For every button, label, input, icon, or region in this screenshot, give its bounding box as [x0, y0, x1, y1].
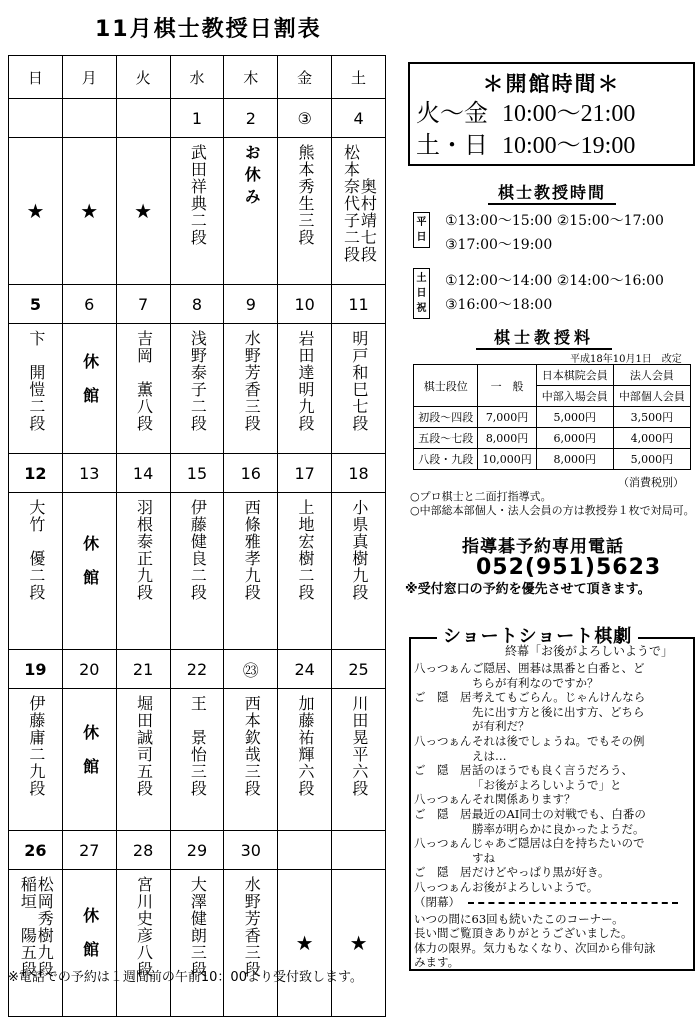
- date-cell: 10: [278, 285, 332, 324]
- dialogue-line: [414, 880, 598, 895]
- entry-cell: [332, 324, 386, 454]
- fee-cell: 5,000円: [613, 449, 690, 470]
- teacher-name: 熊本秀生三段: [296, 144, 316, 246]
- entry-cell: [116, 493, 170, 650]
- fee-note: ○中部総本部個人・法人会員の方は教授券１枚で対局可。: [410, 504, 695, 517]
- entry-cell: [278, 138, 332, 285]
- fee-table: [413, 364, 691, 470]
- phone-number[interactable]: 052(951)5623: [476, 555, 662, 580]
- dialogue-line: [414, 763, 633, 778]
- line-text: が有利だ？: [472, 719, 530, 734]
- phone-title: 指導碁予約専用電話: [462, 537, 624, 557]
- teaching-hours-title: 棋士教授時間: [488, 180, 616, 205]
- entry-cell: [9, 689, 63, 831]
- date-cell: 7: [116, 285, 170, 324]
- date-cell: 14: [116, 454, 170, 493]
- dialogue-line: [414, 749, 507, 764]
- dialogue-line: [414, 661, 645, 676]
- entry-row: [9, 870, 386, 1017]
- weekday-cell: 火: [116, 56, 170, 99]
- epilogue-line: 体力の限界。気力もなくなり、次回から俳句詠: [414, 940, 656, 955]
- entry-cell: [224, 138, 278, 285]
- star-mark: ★: [134, 199, 153, 223]
- drama-subtitle: 終幕「お後がよろしいようで」: [505, 644, 674, 658]
- date-cell: 22: [170, 650, 224, 689]
- date-cell: ③: [278, 99, 332, 138]
- teacher-name: 羽根泰正九段: [134, 499, 154, 601]
- opening-hours-box: [408, 62, 695, 166]
- entry-cell: [9, 870, 63, 1017]
- weekday-cell: 水: [170, 56, 224, 99]
- teacher-name: 明戸和巳七段: [349, 330, 369, 432]
- star-mark: ★: [295, 931, 314, 955]
- teacher-name: 岩田達明九段: [296, 330, 316, 432]
- fee-cell: 3,500円: [613, 407, 690, 428]
- teacher-name: 上地宏樹二段: [296, 499, 316, 601]
- dialogue-line: [414, 836, 645, 851]
- teacher-name: 伊藤健良二段: [188, 499, 208, 601]
- dialogue-line: [414, 807, 646, 822]
- fee-note: ○プロ棋士と二面打指導式。: [410, 490, 552, 503]
- speaker: 八っつぁん: [414, 792, 472, 807]
- entry-cell: [224, 324, 278, 454]
- date-cell: [278, 831, 332, 870]
- date-cell: [332, 831, 386, 870]
- dialogue-line: [414, 734, 645, 749]
- date-cell: 28: [116, 831, 170, 870]
- reservation-footnote: ※電話での予約は１週間前の午前10：00より受付致します。: [8, 970, 363, 985]
- epilogue-line: みます。: [414, 955, 460, 970]
- entry-cell: [170, 138, 224, 285]
- weekday-header-row: [9, 56, 386, 99]
- speaker: ご 隠 居: [414, 763, 472, 778]
- weekday-cell: 日: [9, 56, 63, 99]
- holiday-slot-line: ③16:00〜18:00: [445, 297, 553, 313]
- star-mark: ★: [349, 931, 368, 955]
- entry-cell: [9, 138, 63, 285]
- date-row: [9, 831, 386, 870]
- hours-time: 10:00〜21:00: [502, 101, 636, 127]
- line-text: えは…: [472, 748, 507, 763]
- fee-header: 棋士段位: [414, 365, 478, 407]
- epilogue-line: いつの間に63回も続いたこのコーナー。: [414, 911, 624, 926]
- entry-cell: [332, 689, 386, 831]
- entry-cell: [170, 324, 224, 454]
- closed-label: 休館: [80, 723, 100, 792]
- date-cell: 2: [224, 99, 278, 138]
- date-cell: 20: [62, 650, 116, 689]
- dialogue-line: [414, 676, 599, 691]
- fee-cell: 10,000円: [478, 449, 536, 470]
- line-text: 先に出す方と後に出す方、どちら: [472, 704, 645, 719]
- date-cell: 19: [9, 650, 63, 689]
- line-text: 最近のAI同士の対戦でも、白番の: [472, 807, 646, 821]
- hours-time: 10:00〜19:00: [502, 133, 636, 159]
- line-text: 「お後がよろしいようで」と: [472, 777, 622, 792]
- entry-cell: [278, 870, 332, 1017]
- line-text: 勝率が明らかに良かったようだ。: [472, 821, 645, 836]
- entry-row: [9, 324, 386, 454]
- teacher-name: 西本欽哉三段: [242, 695, 262, 797]
- fee-cell: 8,000円: [478, 428, 536, 449]
- line-text: ちらが有利なのですか？: [472, 675, 599, 690]
- epilogue-line: 長い間ご覧頂きありがとうございました。: [414, 926, 633, 941]
- date-cell: [9, 99, 63, 138]
- fee-cell: 8,000円: [536, 449, 613, 470]
- closing-label: [414, 895, 678, 910]
- date-cell: ㉓: [224, 650, 278, 689]
- entry-cell: [9, 493, 63, 650]
- drama-title: ショートショート棋劇: [437, 622, 638, 648]
- fee-title: 棋士教授料: [476, 325, 612, 350]
- fee-cell: 5,000円: [536, 407, 613, 428]
- date-cell: 4: [332, 99, 386, 138]
- entry-cell: [170, 493, 224, 650]
- date-cell: 21: [116, 650, 170, 689]
- opening-hours-title: ＊開館時間＊: [482, 72, 621, 96]
- teacher-name: 水野芳香三段: [242, 330, 262, 432]
- weekday-cell: 金: [278, 56, 332, 99]
- weekday-cell: 土: [332, 56, 386, 99]
- entry-cell: [116, 138, 170, 285]
- speaker: 八っつぁん: [414, 836, 472, 851]
- entry-cell: [278, 493, 332, 650]
- speaker: ご 隠 居: [414, 807, 472, 821]
- weekday-slot-line: ①13:00〜15:00 ②15:00〜17:00: [445, 213, 664, 229]
- entry-row: [9, 689, 386, 831]
- opening-hours-row: [416, 130, 693, 162]
- entry-cell: [224, 689, 278, 831]
- entry-row: [9, 493, 386, 650]
- entry-cell: [278, 324, 332, 454]
- closed-label: 休館: [80, 535, 100, 603]
- holiday-label: お休み: [242, 144, 262, 210]
- date-cell: 25: [332, 650, 386, 689]
- date-cell: 24: [278, 650, 332, 689]
- fee-cell: 4,000円: [613, 428, 690, 449]
- date-cell: 29: [170, 831, 224, 870]
- weekday-cell: 木: [224, 56, 278, 99]
- date-row: [9, 650, 386, 689]
- entry-cell: [9, 324, 63, 454]
- dialogue-line: [414, 719, 530, 734]
- entry-cell: [62, 138, 116, 285]
- star-mark: ★: [80, 199, 99, 223]
- date-cell: 9: [224, 285, 278, 324]
- entry-cell: [332, 138, 386, 285]
- dialogue-line: [414, 865, 610, 880]
- entry-cell: [278, 689, 332, 831]
- teacher-name: 宮川史彦八段: [134, 876, 154, 978]
- speaker: ご 隠 居: [414, 865, 472, 880]
- line-text: じゃあご隠居は白を持ちたいので: [472, 836, 645, 851]
- tax-note: （消費税別）: [618, 476, 684, 489]
- teacher-name: 加藤祐輝六段: [296, 695, 316, 797]
- hours-days: 土・日: [416, 133, 488, 159]
- date-row: [9, 285, 386, 324]
- fee-header: 一 般: [478, 365, 536, 407]
- fee-row: [414, 407, 691, 428]
- date-cell: 16: [224, 454, 278, 493]
- entry-row: [9, 138, 386, 285]
- speaker: 八っつぁん: [414, 880, 472, 894]
- line-text: ご隠居、囲碁は黒番と白番と、ど: [472, 661, 645, 675]
- dialogue-line: [414, 851, 495, 866]
- fee-row: [414, 449, 691, 470]
- date-cell: 15: [170, 454, 224, 493]
- line-text: お後がよろしいようで。: [472, 880, 599, 894]
- fee-header: 中部入場会員: [536, 386, 613, 407]
- date-cell: 5: [9, 285, 63, 324]
- teacher-name: 松岡秀樹九段: [35, 876, 55, 978]
- date-cell: 27: [62, 831, 116, 870]
- fee-cell: 6,000円: [536, 428, 613, 449]
- teacher-name: 王 景怡三段: [188, 695, 208, 797]
- date-cell: 13: [62, 454, 116, 493]
- dialogue-line: [414, 705, 645, 720]
- speaker: 八っつぁん: [414, 661, 472, 675]
- speaker: ご 隠 居: [414, 690, 472, 705]
- weekday-label-box: 平日: [413, 212, 430, 248]
- date-cell: 1: [170, 99, 224, 138]
- teacher-name: 奥村靖七段: [358, 178, 378, 263]
- closing-rule: [468, 902, 678, 904]
- entry-cell: [62, 870, 116, 1017]
- fee-cell: 八段・九段: [414, 449, 478, 470]
- speaker: 八っつぁん: [414, 734, 472, 748]
- date-row: [9, 99, 386, 138]
- teacher-name: 堀田誠司五段: [134, 695, 154, 797]
- fee-cell: 五段〜七段: [414, 428, 478, 449]
- entry-cell: [116, 324, 170, 454]
- teacher-name: 卞 開愷二段: [26, 330, 46, 432]
- date-cell: [116, 99, 170, 138]
- closed-label: 休館: [80, 907, 100, 975]
- fee-header: 中部個人会員: [613, 386, 690, 407]
- teacher-name: 大澤健朗三段: [188, 876, 208, 978]
- entry-cell: [62, 324, 116, 454]
- teacher-name: 伊藤庸二九段: [26, 695, 46, 797]
- page-title: 11月棋士教授日割表: [95, 17, 322, 42]
- line-text: 考えてもごらん。じゃんけんなら: [472, 690, 646, 705]
- teacher-name: 浅野泰子二段: [188, 330, 208, 432]
- teacher-name: 小県真樹九段: [349, 499, 369, 601]
- teacher-name: 吉岡 薫八段: [134, 330, 154, 432]
- calendar-table: [8, 55, 386, 1017]
- entry-cell: [224, 493, 278, 650]
- entry-cell: [116, 689, 170, 831]
- entry-cell: [62, 689, 116, 831]
- teacher-name: 川田晃平六段: [349, 695, 369, 797]
- line-text: だけどやっぱり黒が好き。: [472, 865, 610, 880]
- fee-header: 法人会員: [613, 365, 690, 386]
- teacher-name: 松本奈代子二段: [341, 144, 361, 263]
- date-row: [9, 454, 386, 493]
- dialogue-line: [414, 822, 645, 837]
- date-cell: 26: [9, 831, 63, 870]
- opening-hours-row: [416, 98, 693, 130]
- phone-note: ※受付窓口の予約を優先させて頂きます。: [405, 582, 651, 597]
- holiday-slot-line: ①12:00〜14:00 ②14:00〜16:00: [445, 273, 664, 289]
- teacher-name: 水野芳香三段: [242, 876, 262, 978]
- fee-header: 日本棋院会員: [536, 365, 613, 386]
- hours-days: 火〜金: [416, 101, 488, 127]
- entry-cell: [332, 870, 386, 1017]
- entry-cell: [224, 870, 278, 1017]
- date-cell: 12: [9, 454, 63, 493]
- closing-text: （閉幕）: [414, 894, 460, 909]
- entry-cell: [116, 870, 170, 1017]
- line-text: すね: [472, 850, 495, 865]
- entry-cell: [62, 493, 116, 650]
- fee-cell: 初段〜四段: [414, 407, 478, 428]
- teacher-name: 稲垣 陽五段: [18, 876, 38, 978]
- teacher-name: 武田祥典二段: [188, 144, 208, 246]
- date-cell: 17: [278, 454, 332, 493]
- date-cell: 18: [332, 454, 386, 493]
- weekday-cell: 月: [62, 56, 116, 99]
- fee-revision-date: 平成18年10月1日 改定: [570, 354, 682, 365]
- date-cell: 30: [224, 831, 278, 870]
- date-cell: 11: [332, 285, 386, 324]
- closed-label: 休館: [80, 352, 100, 421]
- line-text: 話のほうでも良く言うだろう、: [472, 763, 633, 778]
- teacher-name: 大竹 優二段: [26, 499, 46, 601]
- star-mark: ★: [26, 199, 45, 223]
- entry-cell: [170, 870, 224, 1017]
- dialogue-line: [414, 778, 622, 793]
- line-text: それは後でしょうね。でもその例: [472, 734, 645, 748]
- entry-cell: [170, 689, 224, 831]
- holiday-label-box: 土日祝: [413, 268, 430, 319]
- fee-cell: 7,000円: [478, 407, 536, 428]
- entry-cell: [332, 493, 386, 650]
- teacher-name: 西條雅孝九段: [242, 499, 262, 601]
- dialogue-line: [414, 792, 576, 807]
- line-text: それ関係あります？: [472, 792, 576, 807]
- date-cell: [62, 99, 116, 138]
- weekday-slot-line: ③17:00〜19:00: [445, 237, 553, 253]
- dialogue-line: [414, 690, 645, 705]
- date-cell: 8: [170, 285, 224, 324]
- fee-row: [414, 428, 691, 449]
- date-cell: 6: [62, 285, 116, 324]
